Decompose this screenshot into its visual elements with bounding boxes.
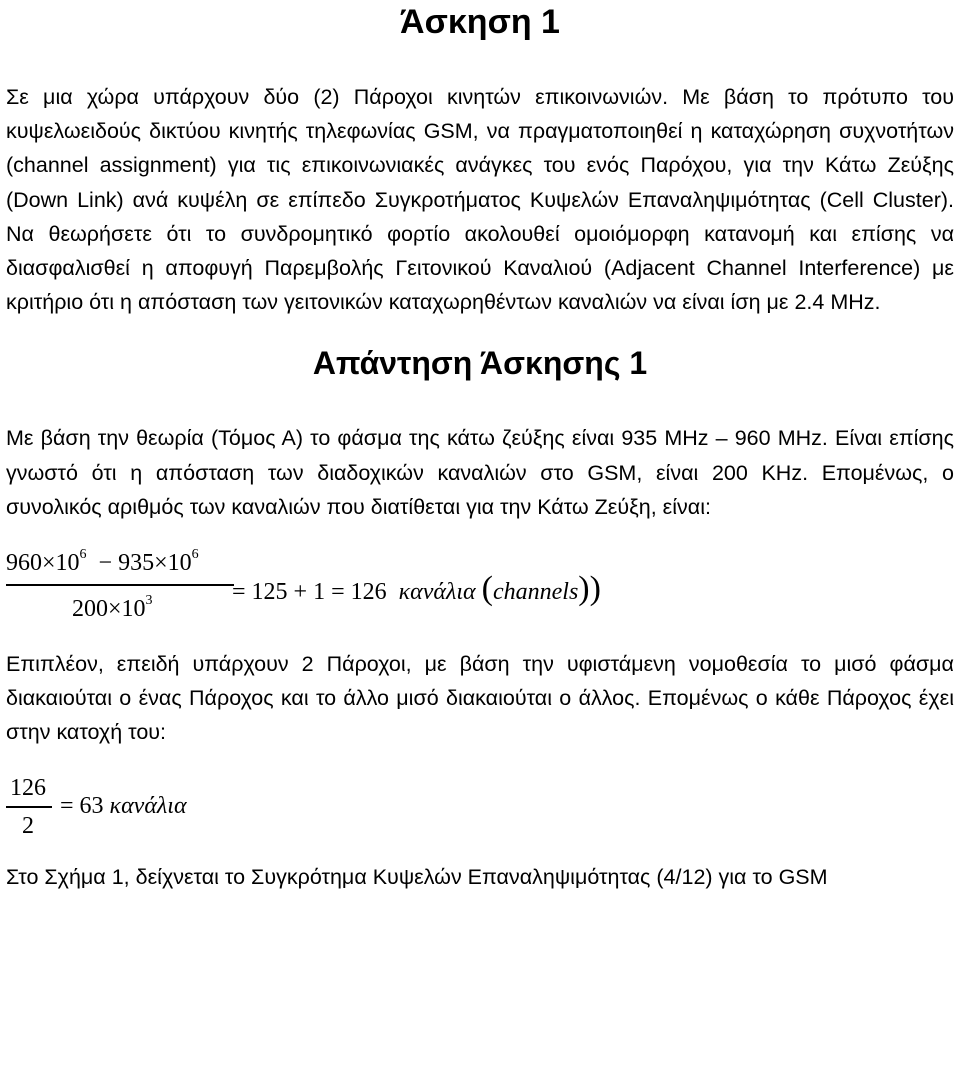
answer-paragraph-3: Στο Σχήμα 1, δείχνεται το Συγκρότημα Κυψελών Επαναληψιμότητας (4/12) για το GSM <box>6 864 828 889</box>
fraction-bar <box>6 584 234 586</box>
fraction-bar <box>6 806 52 808</box>
numerator: $960\times 10^6 - 935\times 10^6$ <box>6 547 199 577</box>
answer-paragraph-1: Με βάση την θεωρία (Τόμος Α) το φάσμα της κάτω ζεύξης είναι 935 MHz – 960 MHz. Είναι επίσης γνωστό ότι η απόσταση των διαδοχικών καναλιών στο GSM, είναι 200 KHz. Επομένως, ο συνολικός αριθμός των καναλιών που διατίθεται για την Κάτω Ζεύξη, είναι: <box>6 426 954 519</box>
answer-title: Απάντηση Άσκησης 1 <box>312 345 648 382</box>
document-page <box>6 0 954 894</box>
equation-result: = 125 + 1 = 126 κανάλια (channels)) <box>232 570 601 608</box>
exercise-title: Άσκηση 1 <box>400 3 560 41</box>
equation-channel-count <box>6 542 954 647</box>
numerator: 126 <box>10 774 46 801</box>
equation-result: = 63 κανάλια <box>60 792 187 819</box>
exercise-statement: Σε μια χώρα υπάρχουν δύο (2) Πάροχοι κινητών επικοινωνιών. Με βάση το πρότυπο του κυψελωειδούς δικτύου κινητής τηλεφωνίας GSM, να πραγματοποιηθεί η καταχώρηση συχνοτήτων (channel assignment) για τις επικοινωνιακές ανάγκες του ενός Παρόχου, για την Κάτω Ζεύξης (Down Link) ανά κυψέλη σε επίπεδο Συγκροτήματος Κυψελών Επαναληψιμότητας (Cell Cluster). Να θεωρήσετε ότι το συνδρομητικό φορτίο ακολουθεί ομοιόμορφη κατανομή και επίσης να διασφαλισθεί η αποφυγή Παρεμβολής Γειτονικού Καναλιού (Adjacent Channel Interference) με κριτήριο ότι η απόσταση των γειτονικών καταχωρηθέντων καναλιών να είναι ίση με 2.4 MHz. <box>6 85 954 315</box>
denominator: 2 <box>22 812 34 839</box>
equation-channels-per-provider <box>6 770 954 848</box>
answer-paragraph-2: Επιπλέον, επειδή υπάρχουν 2 Πάροχοι, με βάση την υφιστάμενη νομοθεσία το μισό φάσμα διακαιούται ο ένας Πάροχος και το άλλο μισό διακαιούται ο άλλος. Επομένως ο κάθε Πάροχος έχει στην κατοχή του: <box>6 652 954 745</box>
denominator: $200\times 10^3$ <box>72 593 153 623</box>
